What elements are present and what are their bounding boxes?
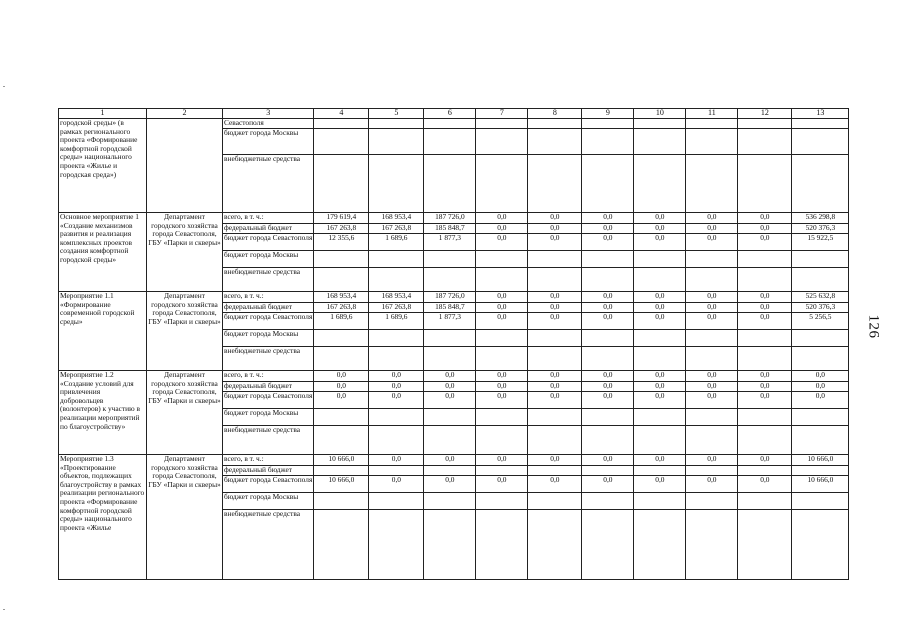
value-cell — [424, 330, 476, 347]
value-cell: 0,0 — [582, 371, 634, 382]
value-cell — [528, 409, 582, 426]
value-cell: 0,0 — [314, 371, 369, 382]
value-cell — [424, 409, 476, 426]
value-cell — [582, 268, 634, 292]
value-cell — [634, 347, 686, 371]
value-cell: 0,0 — [424, 476, 476, 493]
value-cell — [686, 510, 738, 580]
value-cell — [528, 330, 582, 347]
value-cell — [314, 155, 369, 213]
value-cell: 0,0 — [634, 224, 686, 234]
value-cell — [792, 426, 849, 455]
value-cell: 0,0 — [792, 392, 849, 409]
value-cell: 0,0 — [634, 476, 686, 493]
value-cell — [314, 466, 369, 476]
value-cell: 187 726,0 — [424, 292, 476, 303]
source-cell: федеральный бюджет — [223, 382, 314, 392]
value-cell: 15 922,5 — [792, 234, 849, 251]
value-cell: 0,0 — [528, 213, 582, 224]
source-cell: внебюджетные средства — [223, 510, 314, 580]
source-cell: бюджет города Москвы — [223, 129, 314, 155]
value-cell — [476, 493, 528, 510]
value-cell — [476, 330, 528, 347]
column-header-7: 7 — [476, 109, 528, 119]
value-cell: 0,0 — [686, 292, 738, 303]
value-cell: 1 689,6 — [369, 234, 424, 251]
value-cell: 5 256,5 — [792, 313, 849, 330]
value-cell — [634, 330, 686, 347]
value-cell — [634, 426, 686, 455]
column-header-10: 10 — [634, 109, 686, 119]
value-cell — [738, 119, 792, 129]
value-cell: 0,0 — [582, 455, 634, 466]
value-cell: 0,0 — [686, 455, 738, 466]
value-cell: 0,0 — [582, 476, 634, 493]
value-cell — [369, 330, 424, 347]
value-cell: 0,0 — [424, 455, 476, 466]
value-cell — [582, 330, 634, 347]
value-cell — [476, 409, 528, 426]
value-cell: 0,0 — [369, 371, 424, 382]
value-cell — [369, 409, 424, 426]
value-cell — [738, 493, 792, 510]
value-cell: 536 298,8 — [792, 213, 849, 224]
value-cell: 0,0 — [369, 476, 424, 493]
value-cell — [528, 268, 582, 292]
value-cell — [738, 510, 792, 580]
value-cell: 0,0 — [476, 224, 528, 234]
value-cell: 0,0 — [738, 476, 792, 493]
value-cell: 0,0 — [686, 234, 738, 251]
executor-cell: Департамент городского хозяйства города Севастополя, ГБУ «Парки и скверы» — [147, 455, 223, 580]
source-cell: федеральный бюджет — [223, 224, 314, 234]
table-row — [59, 371, 849, 382]
value-cell — [314, 347, 369, 371]
value-cell: 0,0 — [738, 392, 792, 409]
value-cell — [582, 251, 634, 268]
value-cell: 0,0 — [528, 234, 582, 251]
value-cell — [424, 347, 476, 371]
value-cell — [686, 251, 738, 268]
executor-cell: Департамент городского хозяйства города Севастополя, ГБУ «Парки и скверы» — [147, 292, 223, 371]
value-cell: 0,0 — [686, 382, 738, 392]
source-cell: бюджет города Севастополя — [223, 476, 314, 493]
value-cell: 0,0 — [476, 371, 528, 382]
value-cell — [476, 268, 528, 292]
source-cell: бюджет города Севастополя — [223, 234, 314, 251]
source-cell: федеральный бюджет — [223, 466, 314, 476]
value-cell: 0,0 — [476, 292, 528, 303]
value-cell: 0,0 — [634, 292, 686, 303]
value-cell — [369, 426, 424, 455]
source-cell: бюджет города Севастополя — [223, 392, 314, 409]
event-cell: Мероприятие 1.2 «Создание условий для привлечения добровольцев (волонтеров) к участию в реализации мероприятий по благоустройству» — [59, 371, 147, 455]
value-cell: 0,0 — [314, 392, 369, 409]
value-cell: 1 877,3 — [424, 313, 476, 330]
source-cell: внебюджетные средства — [223, 268, 314, 292]
value-cell — [369, 155, 424, 213]
source-cell: бюджет города Москвы — [223, 409, 314, 426]
source-cell: всего, в т. ч.: — [223, 292, 314, 303]
value-cell: 0,0 — [738, 382, 792, 392]
value-cell — [528, 129, 582, 155]
value-cell — [314, 251, 369, 268]
value-cell — [582, 493, 634, 510]
column-header-3: 3 — [223, 109, 314, 119]
value-cell: 12 355,6 — [314, 234, 369, 251]
value-cell: 1 689,6 — [314, 313, 369, 330]
value-cell — [369, 268, 424, 292]
value-cell: 0,0 — [634, 392, 686, 409]
value-cell — [634, 493, 686, 510]
value-cell — [528, 493, 582, 510]
value-cell: 0,0 — [528, 476, 582, 493]
source-cell: внебюджетные средства — [223, 347, 314, 371]
value-cell — [476, 466, 528, 476]
value-cell: 0,0 — [476, 476, 528, 493]
value-cell — [582, 347, 634, 371]
value-cell: 0,0 — [476, 455, 528, 466]
value-cell — [476, 129, 528, 155]
value-cell — [634, 119, 686, 129]
value-cell: 0,0 — [738, 455, 792, 466]
value-cell — [314, 409, 369, 426]
value-cell: 167 263,8 — [369, 303, 424, 313]
value-cell: 0,0 — [738, 234, 792, 251]
value-cell — [314, 268, 369, 292]
value-cell: 0,0 — [582, 234, 634, 251]
value-cell — [792, 119, 849, 129]
value-cell: 10 666,0 — [314, 455, 369, 466]
value-cell — [792, 493, 849, 510]
value-cell: 0,0 — [738, 224, 792, 234]
value-cell: 167 263,8 — [314, 224, 369, 234]
source-cell: бюджет города Москвы — [223, 330, 314, 347]
value-cell — [528, 251, 582, 268]
value-cell: 0,0 — [582, 313, 634, 330]
value-cell — [792, 466, 849, 476]
value-cell — [582, 466, 634, 476]
value-cell: 0,0 — [528, 224, 582, 234]
value-cell — [686, 129, 738, 155]
source-cell: бюджет города Москвы — [223, 251, 314, 268]
value-cell — [686, 409, 738, 426]
table-row — [59, 455, 849, 466]
value-cell — [476, 119, 528, 129]
value-cell — [424, 268, 476, 292]
value-cell — [582, 409, 634, 426]
value-cell: 0,0 — [424, 392, 476, 409]
value-cell: 185 848,7 — [424, 303, 476, 313]
value-cell — [369, 129, 424, 155]
value-cell: 1 689,6 — [369, 313, 424, 330]
value-cell — [738, 330, 792, 347]
table-row — [59, 213, 849, 224]
value-cell — [634, 155, 686, 213]
source-cell: всего, в т. ч.: — [223, 455, 314, 466]
value-cell: 0,0 — [634, 303, 686, 313]
event-cell: Мероприятие 1.1 «Формирование современной городской среды» — [59, 292, 147, 371]
value-cell — [634, 251, 686, 268]
value-cell: 0,0 — [582, 382, 634, 392]
column-header-13: 13 — [792, 109, 849, 119]
value-cell: 0,0 — [738, 303, 792, 313]
value-cell: 10 666,0 — [792, 455, 849, 466]
value-cell — [476, 155, 528, 213]
column-header-9: 9 — [582, 109, 634, 119]
value-cell — [424, 493, 476, 510]
value-cell — [686, 493, 738, 510]
column-header-11: 11 — [686, 109, 738, 119]
value-cell: 525 632,8 — [792, 292, 849, 303]
event-cell: Мероприятие 1.3 «Проектирование объектов, подлежащих благоустройству в рамках реализации регионального проекта «Формирование комфортной городской среды» национального проекта «Жилье — [59, 455, 147, 580]
column-header-8: 8 — [528, 109, 582, 119]
column-header-row — [59, 109, 849, 119]
value-cell — [369, 119, 424, 129]
value-cell — [738, 129, 792, 155]
value-cell: 0,0 — [528, 382, 582, 392]
value-cell: 0,0 — [582, 392, 634, 409]
value-cell — [424, 466, 476, 476]
value-cell: 0,0 — [738, 292, 792, 303]
value-cell: 168 953,4 — [369, 292, 424, 303]
value-cell: 0,0 — [686, 224, 738, 234]
value-cell — [582, 510, 634, 580]
value-cell — [476, 347, 528, 371]
value-cell: 0,0 — [686, 303, 738, 313]
column-header-12: 12 — [738, 109, 792, 119]
value-cell: 0,0 — [634, 371, 686, 382]
value-cell: 0,0 — [369, 392, 424, 409]
value-cell — [738, 251, 792, 268]
scan-mark — [3, 609, 5, 610]
column-header-6: 6 — [424, 109, 476, 119]
value-cell: 0,0 — [476, 303, 528, 313]
column-header-5: 5 — [369, 109, 424, 119]
value-cell — [476, 251, 528, 268]
executor-cell — [147, 119, 223, 213]
event-cell: городской среды» (в рамках регионального проекта «Формирование комфортной городской среды» национального проекта «Жилье и городская среда») — [59, 119, 147, 213]
source-cell: всего, в т. ч.: — [223, 213, 314, 224]
value-cell — [738, 466, 792, 476]
value-cell: 0,0 — [369, 455, 424, 466]
value-cell — [792, 330, 849, 347]
table-row — [59, 292, 849, 303]
value-cell: 168 953,4 — [369, 213, 424, 224]
value-cell — [528, 119, 582, 129]
value-cell — [314, 119, 369, 129]
value-cell — [634, 268, 686, 292]
value-cell: 0,0 — [476, 313, 528, 330]
source-cell: внебюджетные средства — [223, 155, 314, 213]
page-number: 126 — [865, 314, 882, 339]
value-cell: 0,0 — [528, 455, 582, 466]
value-cell — [314, 129, 369, 155]
value-cell — [314, 426, 369, 455]
value-cell: 0,0 — [792, 382, 849, 392]
value-cell — [476, 426, 528, 455]
value-cell — [792, 129, 849, 155]
value-cell: 0,0 — [634, 313, 686, 330]
value-cell: 0,0 — [738, 213, 792, 224]
value-cell — [582, 129, 634, 155]
value-cell: 0,0 — [528, 371, 582, 382]
value-cell — [369, 493, 424, 510]
budget-table — [58, 108, 849, 580]
value-cell — [528, 466, 582, 476]
value-cell: 0,0 — [582, 224, 634, 234]
value-cell — [686, 426, 738, 455]
value-cell — [738, 347, 792, 371]
value-cell: 0,0 — [314, 382, 369, 392]
value-cell: 0,0 — [634, 382, 686, 392]
value-cell — [369, 347, 424, 371]
source-cell: бюджет города Москвы — [223, 493, 314, 510]
value-cell — [738, 268, 792, 292]
value-cell: 10 666,0 — [792, 476, 849, 493]
value-cell: 185 848,7 — [424, 224, 476, 234]
value-cell — [582, 119, 634, 129]
column-header-1: 1 — [59, 109, 147, 119]
column-header-4: 4 — [314, 109, 369, 119]
value-cell — [634, 129, 686, 155]
value-cell — [738, 409, 792, 426]
value-cell: 0,0 — [582, 292, 634, 303]
table-row — [59, 119, 849, 129]
value-cell — [738, 426, 792, 455]
value-cell — [686, 466, 738, 476]
source-cell: федеральный бюджет — [223, 303, 314, 313]
value-cell: 0,0 — [424, 371, 476, 382]
value-cell — [792, 409, 849, 426]
value-cell: 10 666,0 — [314, 476, 369, 493]
value-cell: 0,0 — [634, 234, 686, 251]
value-cell — [369, 510, 424, 580]
value-cell: 0,0 — [634, 455, 686, 466]
value-cell — [476, 510, 528, 580]
source-cell: бюджет города Севастополя — [223, 313, 314, 330]
executor-cell: Департамент городского хозяйства города Севастополя, ГБУ «Парки и скверы» — [147, 371, 223, 455]
value-cell — [686, 119, 738, 129]
value-cell — [634, 409, 686, 426]
value-cell — [424, 119, 476, 129]
value-cell: 187 726,0 — [424, 213, 476, 224]
value-cell — [369, 466, 424, 476]
source-cell: внебюджетные средства — [223, 426, 314, 455]
event-cell: Основное мероприятие 1 «Создание механизмов развития и реализация комплексных проектов создания комфортной городской среды» — [59, 213, 147, 292]
value-cell: 0,0 — [476, 213, 528, 224]
value-cell — [686, 330, 738, 347]
value-cell — [424, 510, 476, 580]
value-cell — [528, 426, 582, 455]
value-cell — [686, 155, 738, 213]
value-cell: 0,0 — [686, 213, 738, 224]
value-cell — [314, 510, 369, 580]
value-cell — [582, 155, 634, 213]
value-cell — [792, 268, 849, 292]
value-cell: 0,0 — [634, 213, 686, 224]
value-cell — [528, 510, 582, 580]
value-cell — [424, 155, 476, 213]
value-cell: 0,0 — [476, 234, 528, 251]
value-cell: 0,0 — [738, 313, 792, 330]
value-cell: 0,0 — [528, 392, 582, 409]
value-cell: 0,0 — [686, 371, 738, 382]
value-cell — [634, 510, 686, 580]
value-cell — [528, 347, 582, 371]
scan-mark — [3, 86, 5, 87]
value-cell: 0,0 — [424, 382, 476, 392]
value-cell — [424, 426, 476, 455]
value-cell: 520 376,3 — [792, 303, 849, 313]
value-cell: 0,0 — [686, 313, 738, 330]
value-cell: 0,0 — [582, 213, 634, 224]
value-cell — [686, 347, 738, 371]
value-cell: 1 877,3 — [424, 234, 476, 251]
value-cell — [582, 426, 634, 455]
column-header-2: 2 — [147, 109, 223, 119]
value-cell — [369, 251, 424, 268]
value-cell: 168 953,4 — [314, 292, 369, 303]
value-cell: 0,0 — [369, 382, 424, 392]
value-cell: 0,0 — [738, 371, 792, 382]
value-cell — [686, 268, 738, 292]
value-cell: 0,0 — [528, 303, 582, 313]
value-cell — [314, 493, 369, 510]
value-cell — [792, 155, 849, 213]
value-cell: 0,0 — [528, 313, 582, 330]
executor-cell: Департамент городского хозяйства города Севастополя, ГБУ «Парки и скверы» — [147, 213, 223, 292]
value-cell: 0,0 — [686, 392, 738, 409]
value-cell: 0,0 — [792, 371, 849, 382]
value-cell: 179 619,4 — [314, 213, 369, 224]
value-cell — [424, 129, 476, 155]
value-cell: 520 376,3 — [792, 224, 849, 234]
source-cell: Севастополя — [223, 119, 314, 129]
value-cell: 0,0 — [686, 476, 738, 493]
value-cell — [792, 251, 849, 268]
value-cell — [528, 155, 582, 213]
value-cell — [738, 155, 792, 213]
value-cell: 0,0 — [476, 382, 528, 392]
value-cell — [634, 466, 686, 476]
source-cell: всего, в т. ч.: — [223, 371, 314, 382]
value-cell: 0,0 — [528, 292, 582, 303]
value-cell — [424, 251, 476, 268]
value-cell — [792, 510, 849, 580]
value-cell: 167 263,8 — [369, 224, 424, 234]
value-cell: 0,0 — [476, 392, 528, 409]
value-cell: 167 263,8 — [314, 303, 369, 313]
value-cell — [314, 330, 369, 347]
value-cell — [792, 347, 849, 371]
value-cell: 0,0 — [582, 303, 634, 313]
